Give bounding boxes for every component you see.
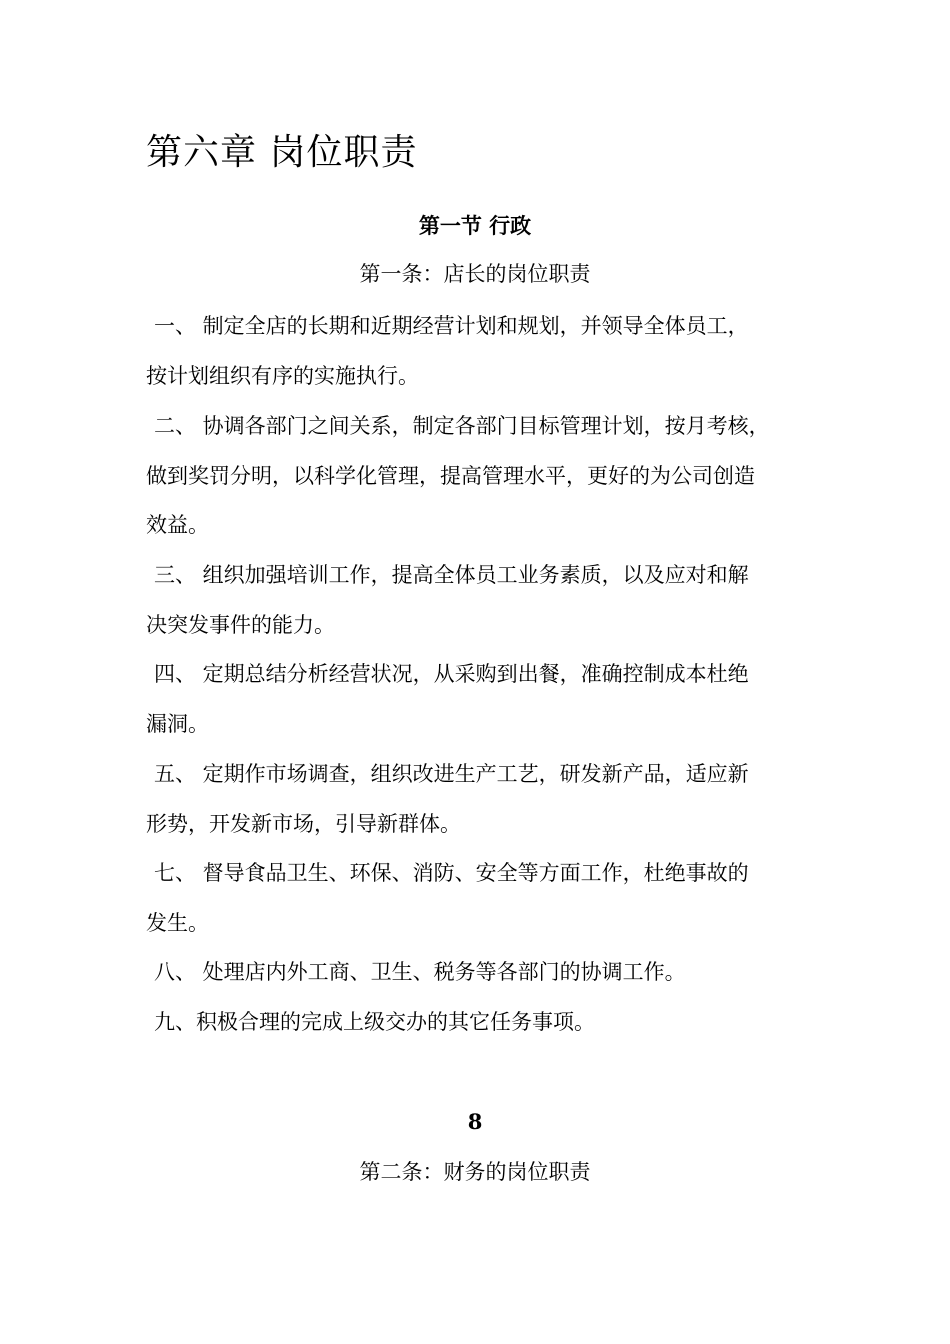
duty-7-line-1: 七、 督导食品卫生、环保、消防、安全等方面工作，杜绝事故的 (154, 861, 749, 885)
duty-7-line-2: 发生。 (146, 911, 209, 935)
article-2-title: 第二条：财务的岗位职责 (359, 1160, 591, 1184)
duty-2-line-2: 做到奖罚分明，以科学化管理，提高管理水平，更好的为公司创造 (146, 464, 755, 488)
duty-2-line-1: 二、 协调各部门之间关系，制定各部门目标管理计划，按月考核， (154, 414, 770, 438)
duty-9-line-1: 九、积极合理的完成上级交办的其它任务事项。 (154, 1010, 595, 1034)
duty-3-line-2: 决突发事件的能力。 (146, 613, 335, 637)
duty-8-line-1: 八、 处理店内外工商、卫生、税务等各部门的协调工作。 (154, 960, 686, 984)
duty-4-line-1: 四、 定期总结分析经营状况，从采购到出餐，准确控制成本杜绝 (154, 662, 749, 686)
chapter-title: 第六章 岗位职责 (146, 132, 418, 173)
article-1-title: 第一条：店长的岗位职责 (359, 262, 591, 286)
duty-2-line-3: 效益。 (146, 513, 209, 537)
duty-4-line-2: 漏洞。 (146, 712, 209, 736)
duty-5-line-1: 五、 定期作市场调查，组织改进生产工艺，研发新产品，适应新 (154, 762, 749, 786)
duty-3-line-1: 三、 组织加强培训工作，提高全体员工业务素质，以及应对和解 (154, 563, 749, 587)
page-number: 8 (467, 1109, 483, 1134)
duty-5-line-2: 形势，开发新市场，引导新群体。 (146, 812, 461, 836)
duty-1-line-1: 一、 制定全店的长期和近期经营计划和规划，并领导全体员工， (154, 314, 749, 338)
section-title: 第一节 行政 (418, 213, 532, 238)
duty-1-line-2: 按计划组织有序的实施执行。 (146, 364, 419, 388)
